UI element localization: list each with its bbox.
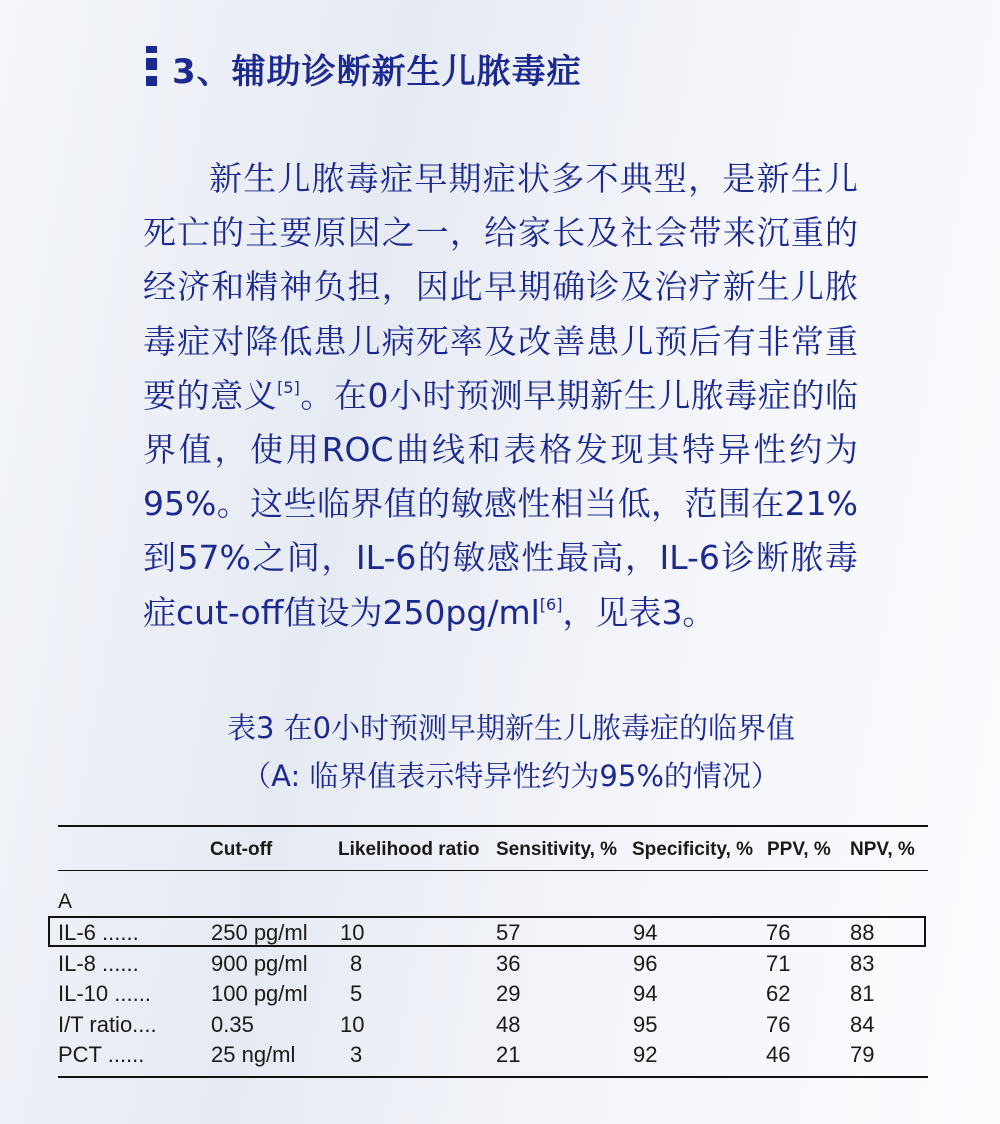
row-name: IL-8 ...... <box>58 951 139 976</box>
row-name: I/T ratio.... <box>58 1012 157 1037</box>
section-heading: 3、辅助诊断新生儿脓毒症 <box>172 52 582 92</box>
row-specificity: 95 <box>633 1012 658 1037</box>
paragraph-text-2: 。在0小时预测早期新生儿脓毒症的临界值，使用ROC曲线和表格发现其特异性约为95%。这些临界值的敏感性相当低，范围在21%到57%之间，IL-6的敏感性最高，IL-6诊断脓毒症cut-off值设为250pg/ml <box>143 375 859 632</box>
row-cutoff: 900 pg/ml <box>211 951 308 976</box>
table-bottom-rule <box>58 1076 928 1078</box>
row-npv: 88 <box>850 920 875 945</box>
row-cutoff: 0.35 <box>211 1012 254 1037</box>
row-specificity: 96 <box>633 951 658 976</box>
row-likelihood-ratio: 10 <box>340 920 365 945</box>
header-specificity: Specificity, % <box>632 839 754 860</box>
row-ppv: 76 <box>766 1012 791 1037</box>
row-sensitivity: 57 <box>496 920 521 945</box>
row-specificity: 92 <box>633 1042 658 1067</box>
table-row <box>0 1012 1000 1042</box>
table-row <box>0 920 1000 950</box>
table-row <box>0 1042 1000 1072</box>
row-ppv: 46 <box>766 1042 791 1067</box>
reference-6: [6] <box>539 594 563 614</box>
row-likelihood-ratio: 5 <box>350 981 363 1006</box>
row-sensitivity: 29 <box>496 981 521 1006</box>
row-specificity: 94 <box>633 920 658 945</box>
row-sensitivity: 48 <box>496 1012 521 1037</box>
table-subtitle: （A: 临界值表示特异性约为95%的情况） <box>242 759 780 793</box>
row-sensitivity: 36 <box>496 951 521 976</box>
row-name: IL-10 ...... <box>58 981 151 1006</box>
row-likelihood-ratio: 8 <box>350 951 363 976</box>
table-top-rule <box>58 825 928 827</box>
row-likelihood-ratio: 3 <box>350 1042 363 1067</box>
paragraph-text-3: ，见表3。 <box>562 592 716 632</box>
row-npv: 81 <box>850 981 875 1006</box>
header-ppv: PPV, % <box>767 839 831 860</box>
table-row <box>0 981 1000 1011</box>
row-name: IL-6 ...... <box>58 920 139 945</box>
row-cutoff: 250 pg/ml <box>211 920 308 945</box>
row-npv: 79 <box>850 1042 875 1067</box>
row-npv: 83 <box>850 951 875 976</box>
table-header-rule <box>58 870 928 871</box>
row-cutoff: 100 pg/ml <box>211 981 308 1006</box>
paragraph-text-1: 新生儿脓毒症早期症状多不典型，是新生儿死亡的主要原因之一，给家长及社会带来沉重的经济和精神负担，因此早期确诊及治疗新生儿脓毒症对降低患儿病死率及改善患儿预后有非常重要的意义 <box>143 159 858 415</box>
table-row <box>0 951 1000 981</box>
row-ppv: 76 <box>766 920 791 945</box>
row-likelihood-ratio: 10 <box>340 1012 365 1037</box>
row-npv: 84 <box>850 1012 875 1037</box>
header-likelihood-ratio: Likelihood ratio <box>338 839 480 860</box>
table-title: 表3 在0小时预测早期新生儿脓毒症的临界值 <box>226 711 796 745</box>
row-ppv: 62 <box>766 981 791 1006</box>
body-paragraph <box>143 152 858 640</box>
header-npv: NPV, % <box>850 839 915 860</box>
group-label: A <box>58 890 73 913</box>
reference-5: [5] <box>277 377 300 397</box>
header-cutoff: Cut-off <box>210 839 273 860</box>
header-sensitivity: Sensitivity, % <box>496 839 618 860</box>
row-ppv: 71 <box>766 951 791 976</box>
row-cutoff: 25 ng/ml <box>211 1042 296 1067</box>
row-specificity: 94 <box>633 981 658 1006</box>
row-sensitivity: 21 <box>496 1042 521 1067</box>
heading-marker <box>146 46 157 86</box>
row-name: PCT ...... <box>58 1042 145 1067</box>
